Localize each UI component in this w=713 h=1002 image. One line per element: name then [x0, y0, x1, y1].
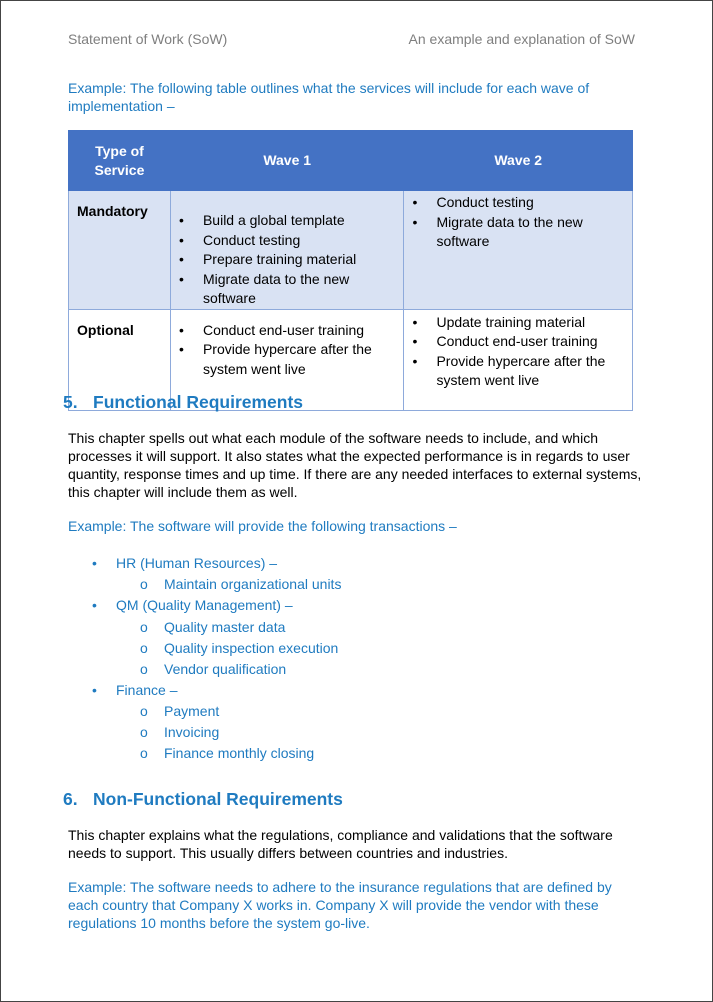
bullet-icon: • — [92, 681, 97, 698]
list-item: • Conduct testing — [171, 231, 404, 251]
bullet-icon: • — [178, 212, 184, 228]
table-intro-example: Example: The following table outlines what the services will include for each wave of implementation – — [68, 80, 590, 114]
section-number: 5. — [63, 392, 78, 412]
list-item: o Payment — [116, 701, 341, 722]
section-5-example: Example: The software will provide the following transactions – — [68, 518, 457, 534]
list-item: o Quality master data — [116, 617, 341, 638]
sub-bullet-icon: o — [140, 576, 148, 593]
sub-bullet-icon: o — [140, 703, 148, 720]
section-5-heading — [63, 392, 303, 413]
section-6-heading — [63, 789, 343, 810]
list-item: o Maintain organizational units — [116, 574, 341, 595]
bullet-icon: • — [92, 597, 97, 614]
list-item: • Conduct end-user training — [171, 321, 404, 341]
sub-bullet-icon: o — [140, 724, 148, 741]
bullet-icon: • — [412, 333, 418, 349]
list-item: o Vendor qualification — [116, 659, 341, 680]
list-item: • QM (Quality Management) – o Quality master data o Quality inspection execution o Vendor qualification — [68, 595, 341, 679]
cell-mandatory-wave-2 — [404, 191, 633, 310]
bullet-icon: • — [412, 352, 418, 369]
sub-bullet-icon: o — [140, 745, 148, 762]
running-header-right: An example and explanation of SoW — [408, 31, 635, 47]
list-item: • Conduct end-user training — [404, 332, 632, 352]
list-item: • HR (Human Resources) – o Maintain organizational units — [68, 553, 341, 595]
list-item: • Build a global template — [171, 211, 404, 231]
header-type-of-service: Type of Service — [69, 131, 171, 191]
header-wave-1: Wave 1 — [170, 131, 404, 191]
list-item: o Invoicing — [116, 722, 341, 743]
list-item: o Finance monthly closing — [116, 743, 341, 764]
list-item: o Quality inspection execution — [116, 638, 341, 659]
list-item: • Update training material — [404, 313, 632, 333]
sub-bullet-icon: o — [140, 639, 148, 656]
list-item: • Finance – o Payment o Invoicing o Finance monthly closing — [68, 680, 341, 764]
section-title: Non-Functional Requirements — [93, 789, 343, 809]
list-item: • Migrate data to the new software — [178, 270, 350, 306]
list-item: • Provide hypercare after the system went live — [412, 352, 606, 388]
cell-mandatory-wave-1 — [170, 191, 404, 310]
section-6-body: This chapter explains what the regulations, compliance and validations that the software needs to support. This usually differs between countries and industries. — [68, 827, 613, 861]
bullet-icon: • — [178, 341, 184, 357]
list-item: • Conduct testing — [404, 193, 632, 213]
bullet-icon: • — [178, 270, 184, 287]
header-wave-2: Wave 2 — [404, 131, 633, 191]
sub-bullet-icon: o — [140, 618, 148, 635]
transactions-list — [68, 553, 341, 764]
section-5-body: This chapter spells out what each module of the software needs to include, and which processes it will support. It also states what the expected performance is in regards to user quantity, response times and up time. If there are any needed interfaces to external systems, this chapter will include them as well. — [68, 430, 642, 500]
bullet-icon: • — [412, 194, 418, 210]
cell-optional-wave-2 — [404, 309, 633, 410]
bullet-icon: • — [178, 251, 184, 267]
list-item: • Prepare training material — [171, 250, 404, 270]
row-label-optional: Optional — [69, 309, 171, 410]
table-row-mandatory — [69, 191, 633, 310]
bullet-icon: • — [178, 231, 184, 248]
running-header-left: Statement of Work (SoW) — [68, 31, 228, 47]
bullet-icon: • — [412, 213, 418, 230]
row-label-mandatory: Mandatory — [69, 191, 171, 310]
list-item: • Migrate data to the new software — [412, 213, 583, 249]
sub-bullet-icon: o — [140, 660, 148, 677]
list-item: • Provide hypercare after the system went live — [178, 341, 372, 377]
services-wave-table — [68, 130, 633, 411]
bullet-icon: • — [92, 555, 97, 571]
section-number: 6. — [63, 789, 78, 809]
section-title: Functional Requirements — [93, 392, 304, 412]
bullet-icon: • — [412, 313, 418, 330]
section-6-example: Example: The software needs to adhere to the insurance regulations that are defined by each country that Company X works in. Company X will provide the vendor with these regulations 10 months before the system go-live. — [68, 879, 612, 931]
bullet-icon: • — [178, 321, 184, 338]
